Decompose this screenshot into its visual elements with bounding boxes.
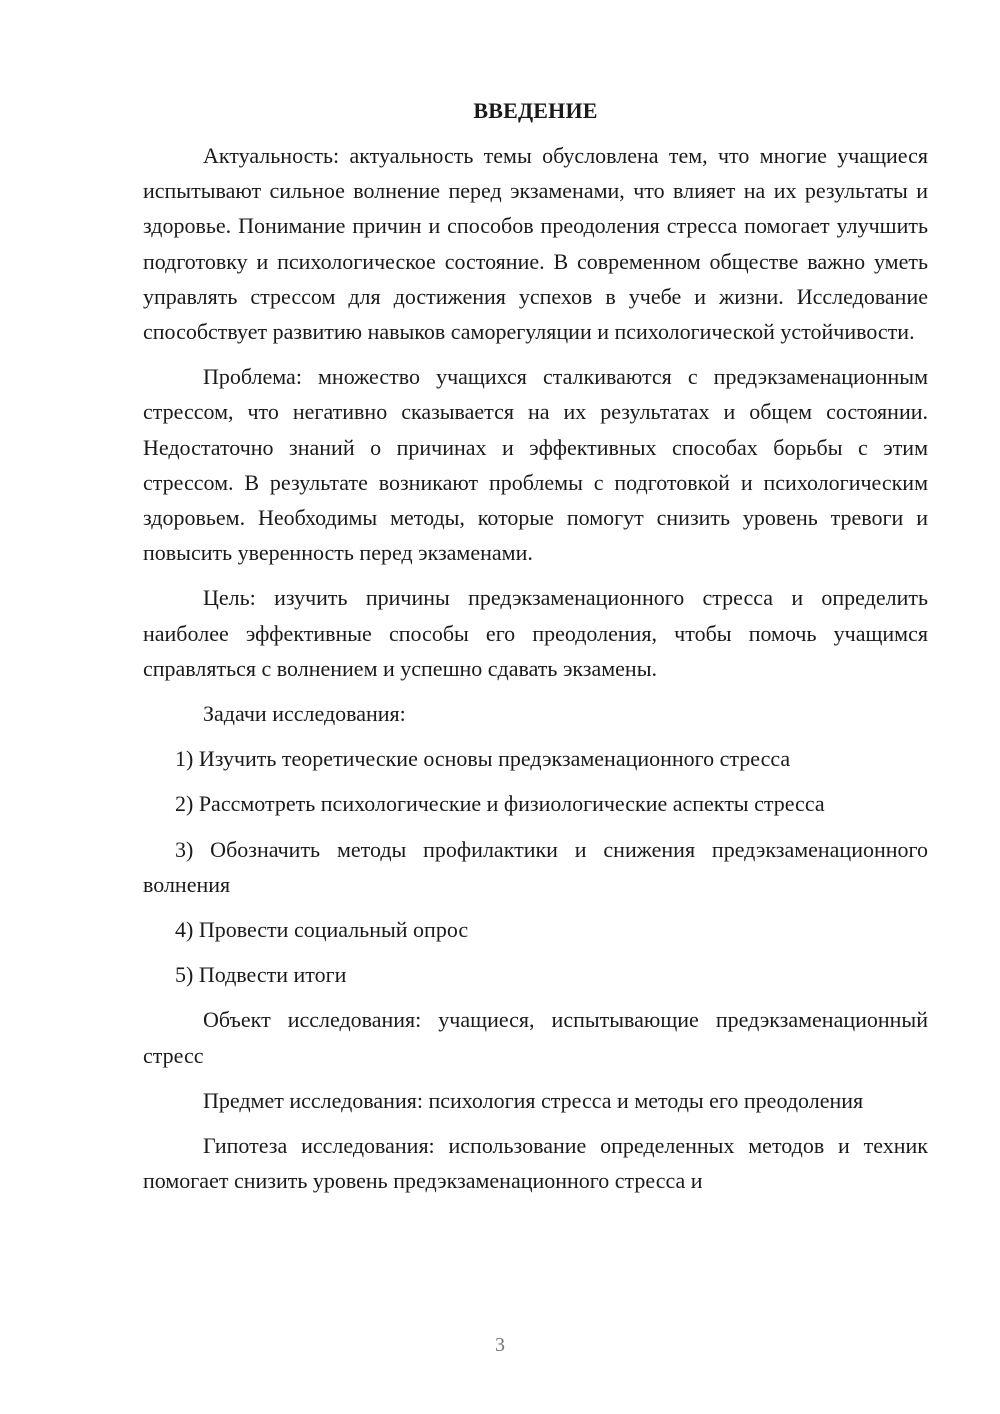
subject-paragraph: Предмет исследования: психология стресса и методы его преодоления (203, 1087, 864, 1113)
task-item-4: 4) Провести социальный опрос (175, 917, 469, 943)
page-content (143, 96, 928, 1208)
task-item-3: 3) Обозначить методы профилактики и снижения предэкзаменационного волнения (143, 836, 928, 897)
tasks-label: Задачи исследования: (203, 701, 406, 727)
section-title: ВВЕДЕНИЕ (473, 98, 598, 123)
relevance-paragraph: Актуальность: актуальность темы обусловлена тем, что многие учащиеся испытывают сильное волнение перед экзаменами, что влияет на их результаты и здоровье. Понимание причин и способов преодоления стресса помогает улучшить подготовку и психологическое состояние. В современном обществе важно уметь управлять стрессом для достижения успехов в учебе и жизни. Исследование способствует развитию навыков саморегуляции и психологической устойчивости. (143, 143, 928, 345)
task-item-1: 1) Изучить теоретические основы предэкзаменационного стресса (175, 746, 791, 772)
problem-paragraph: Проблема: множество учащихся сталкиваются с предэкзаменационным стрессом, что негативно сказывается на их результатах и общем состоянии. Недостаточно знаний о причинах и эффективных способах борьбы с этим стрессом. В результате возникают проблемы с подготовкой и психологическим здоровьем. Необходимы методы, которые помогут снизить уровень тревоги и повысить уверенность перед экзаменами. (143, 364, 928, 566)
goal-paragraph: Цель: изучить причины предэкзаменационного стресса и определить наиболее эффективные способы его преодоления, чтобы помочь учащимся справляться с волнением и успешно сдавать экзамены. (143, 585, 928, 681)
page-number: 3 (495, 1334, 505, 1356)
hypothesis-paragraph: Гипотеза исследования: использование определенных методов и техник помогает снизить уровень предэкзаменационного стресса и (143, 1133, 928, 1194)
task-item-5: 5) Подвести итоги (175, 962, 347, 988)
object-paragraph: Объект исследования: учащиеся, испытывающие предэкзаменационный стресс (143, 1007, 928, 1068)
task-item-2: 2) Рассмотреть психологические и физиологические аспекты стресса (175, 791, 825, 817)
